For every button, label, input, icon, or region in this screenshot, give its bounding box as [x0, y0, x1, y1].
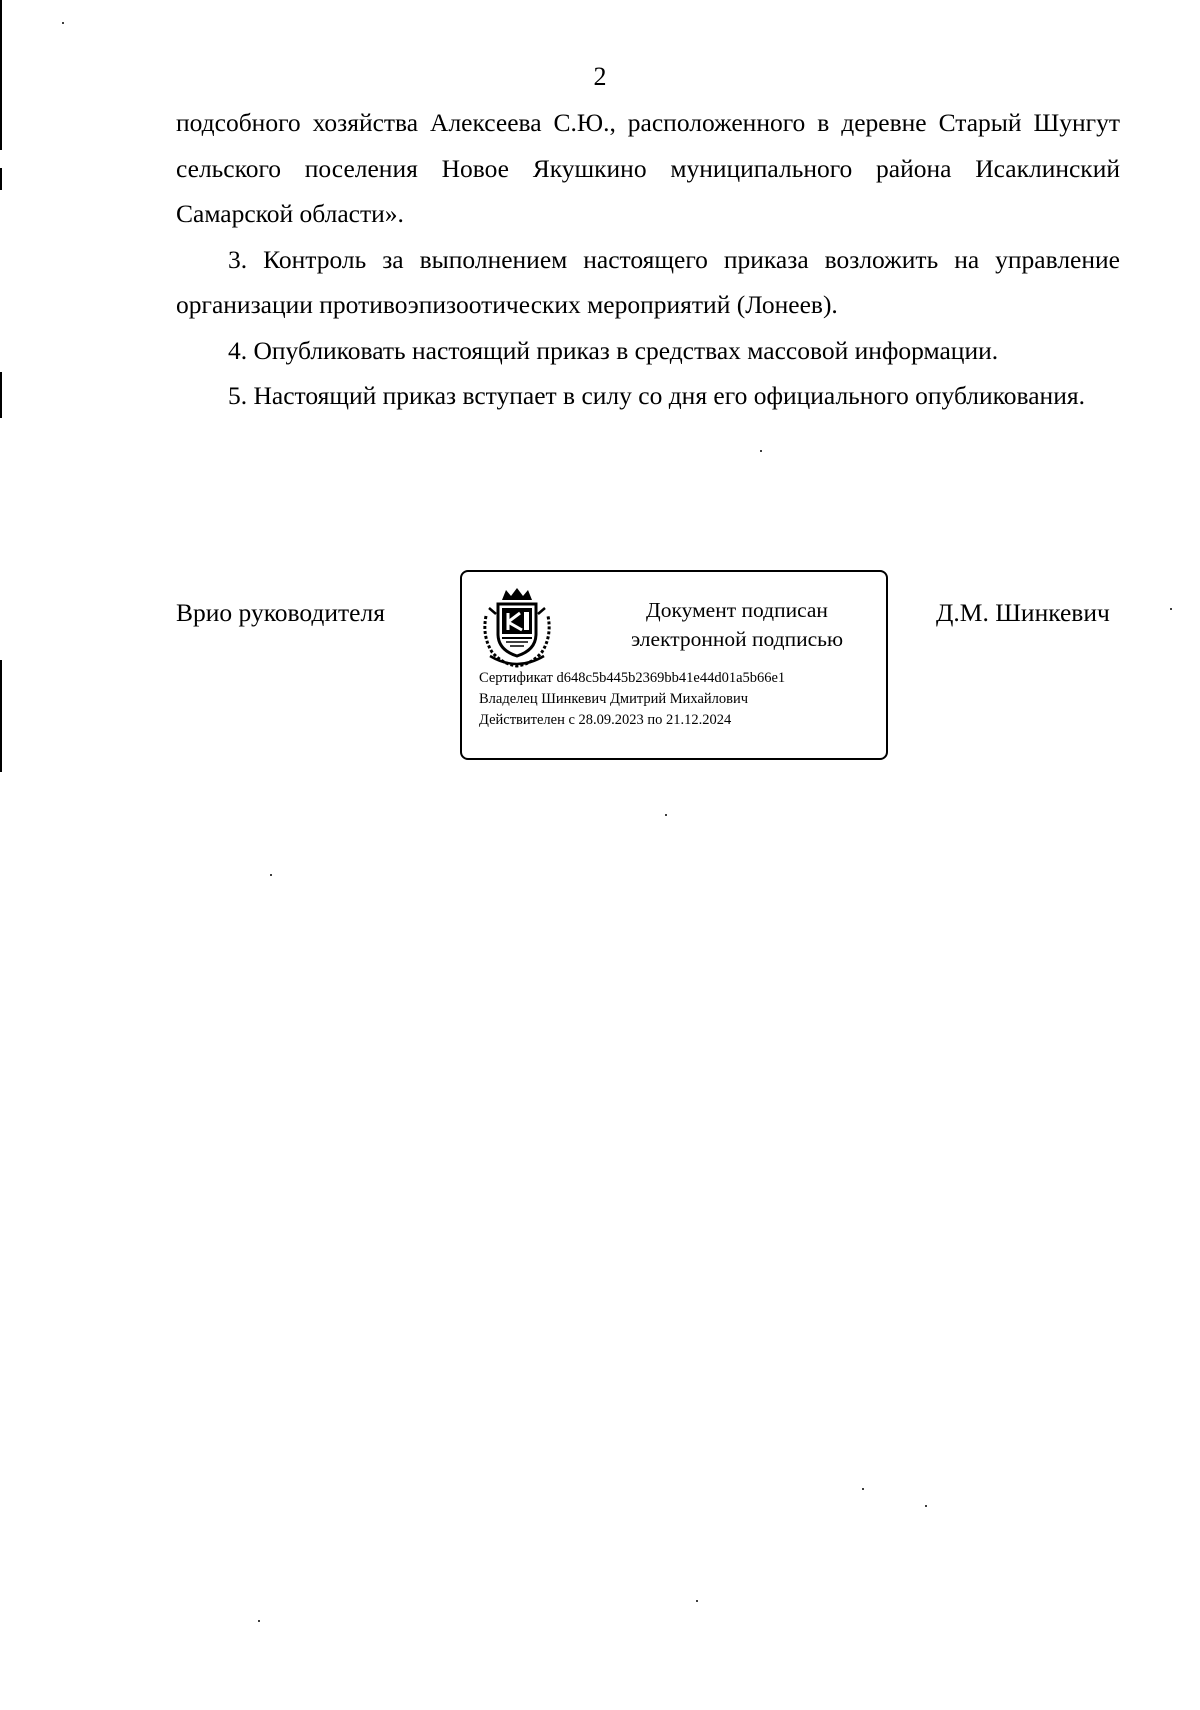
- signatory-position: Врио руководителя: [176, 598, 385, 627]
- scan-margin-line: [0, 372, 2, 418]
- scan-speck: [696, 1600, 698, 1602]
- paragraph: 4. Опубликовать настоящий приказ в средствах массовой информации.: [228, 335, 999, 365]
- certificate-owner: Владелец Шинкевич Дмитрий Михайлович: [479, 691, 749, 707]
- page-number: 2: [593, 62, 607, 91]
- scan-speck: [1170, 608, 1172, 610]
- order-text: [176, 100, 1120, 419]
- stamp-title-line: Документ подписан: [646, 598, 828, 622]
- scan-speck: [62, 22, 64, 24]
- paragraph: 3. Контроль за выполнением настоящего приказа возложить на управление организации противоэпизоотических мероприятий (Лонеев).: [176, 244, 1120, 319]
- stamp-title: [592, 596, 882, 654]
- stamp-details: [479, 668, 785, 731]
- scan-speck: [665, 814, 667, 816]
- scan-speck: [925, 1505, 927, 1507]
- scan-margin-line: [0, 168, 2, 190]
- stamp-title-line: электронной подписью: [630, 627, 844, 651]
- scan-speck: [270, 874, 272, 876]
- scan-speck: [760, 450, 762, 452]
- certificate-validity: Действителен с 28.09.2023 по 21.12.2024: [479, 712, 732, 728]
- paragraph: 5. Настоящий приказ вступает в силу со дня его официального опубликования.: [228, 381, 1085, 410]
- scan-margin-line: [0, 660, 2, 772]
- paragraph: подсобного хозяйства Алексеева С.Ю., расположенного в деревне Старый Шунгут сельского поселения Новое Якушкино муниципального района Исаклинский Самарской области».: [176, 108, 1120, 228]
- scan-speck: [258, 1620, 260, 1622]
- scan-speck: [862, 1488, 864, 1490]
- coat-of-arms-icon: [480, 586, 554, 670]
- signatory-name: Д.М. Шинкевич: [936, 598, 1110, 627]
- electronic-signature-stamp: [460, 570, 888, 760]
- certificate-id: Сертификат d648c5b445b2369bb41e44d01a5b66e1: [479, 670, 786, 686]
